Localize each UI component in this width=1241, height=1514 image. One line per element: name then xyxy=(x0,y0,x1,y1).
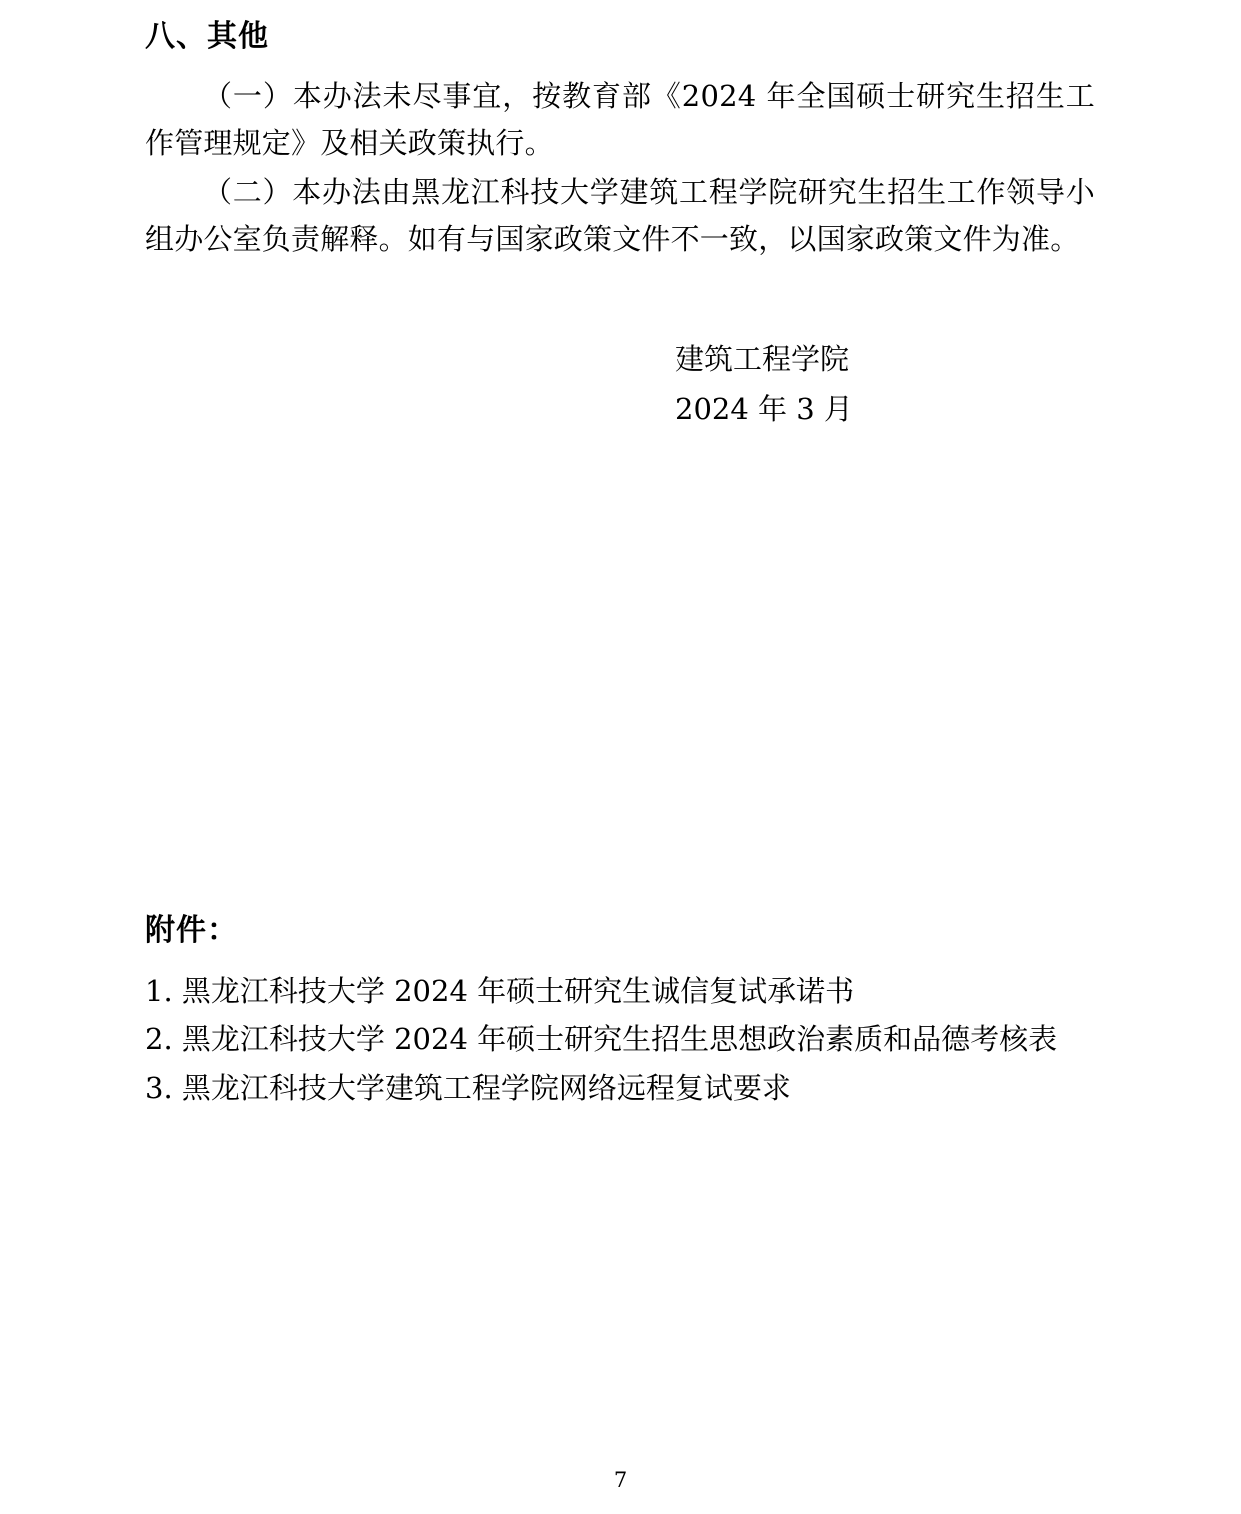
list-item: 3. 黑龙江科技大学建筑工程学院网络远程复试要求 xyxy=(145,1071,791,1106)
section-heading: 八、其他 xyxy=(145,19,269,54)
document-body xyxy=(145,0,1095,1113)
signature-organization: 建筑工程学院 xyxy=(675,341,850,376)
paragraph-2: （二）本办法由黑龙江科技大学建筑工程学院研究生招生工作领导小组办公室负责解释。如有与国家政策文件不一致，以国家政策文件为准。 xyxy=(145,174,1095,256)
list-item: 2. 黑龙江科技大学 2024 年硕士研究生招生思想政治素质和品德考核表 xyxy=(145,1022,1058,1057)
attachments-heading: 附件： xyxy=(145,912,238,948)
paragraph-1: （一）本办法未尽事宜，按教育部《2024 年全国硕士研究生招生工作管理规定》及相关政策执行。 xyxy=(145,79,1095,160)
page-number: 7 xyxy=(613,1468,628,1492)
attachments-list xyxy=(145,967,1095,1113)
list-item: 1. 黑龙江科技大学 2024 年硕士研究生诚信复试承诺书 xyxy=(145,973,855,1008)
signature-date: 2024 年 3 月 xyxy=(675,391,853,426)
signature-block xyxy=(145,335,1095,435)
